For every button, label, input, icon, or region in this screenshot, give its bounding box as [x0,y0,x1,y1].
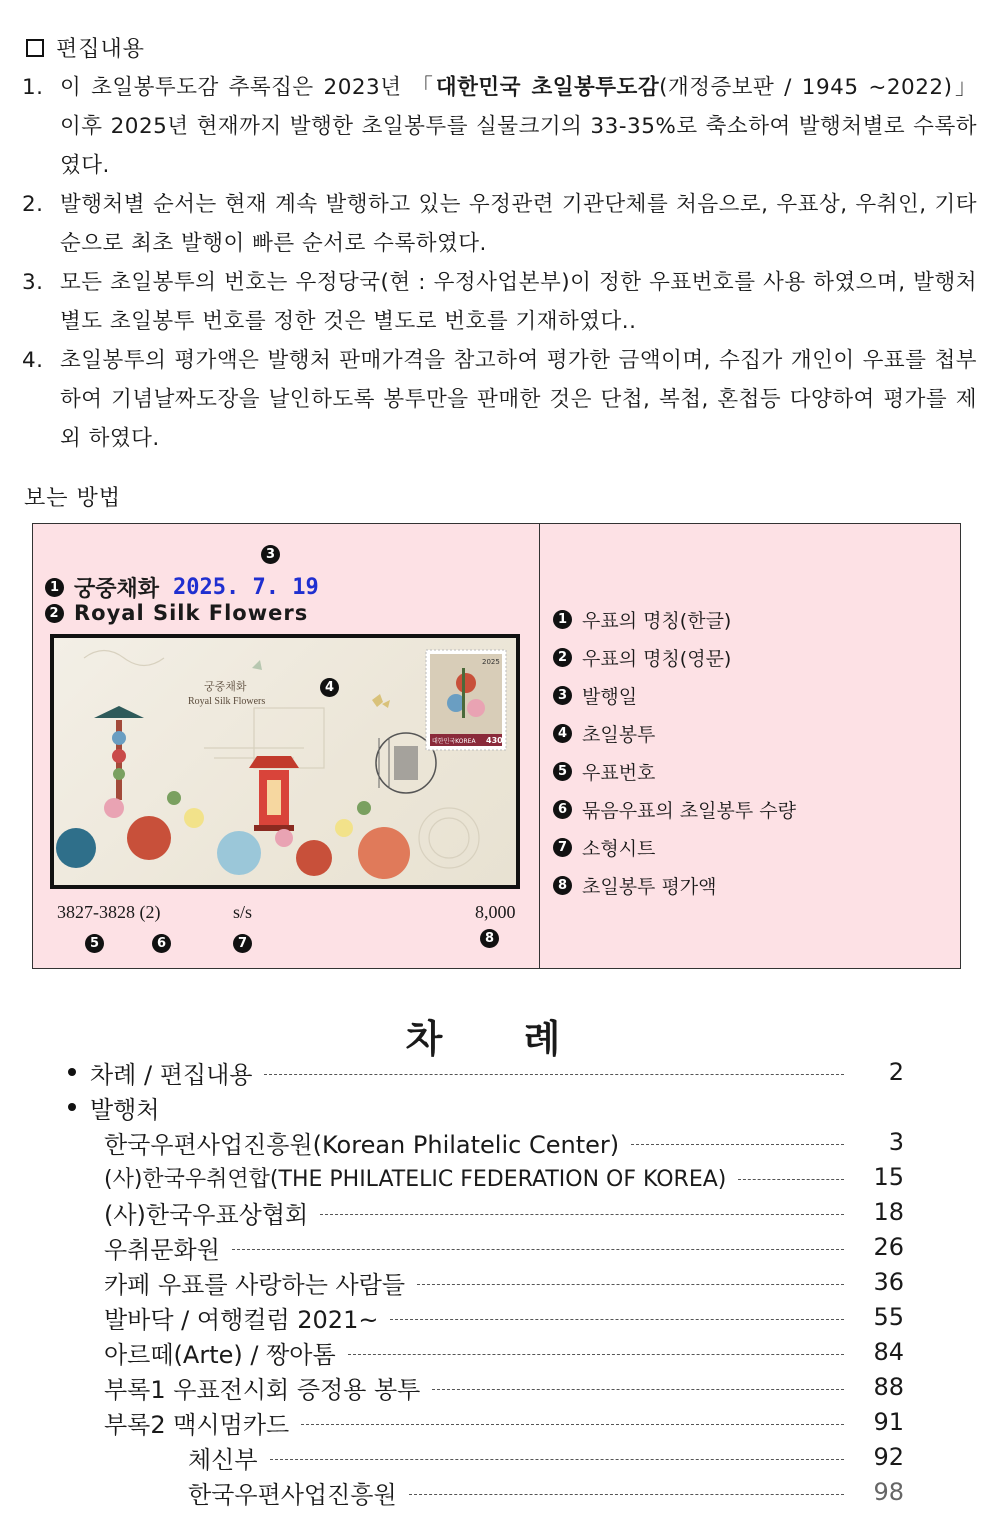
toc-label: 카페 우표를 사랑하는 사람들 [104,1270,406,1299]
stamp-numbers: 3827-3828 [57,902,135,922]
cover-illustration [54,638,516,885]
toc-item[interactable] [188,1440,904,1474]
example-price: 8,000 [475,902,516,922]
marker-4: 4 [320,678,339,697]
legend-label: 발행일 [582,685,638,708]
toc-leader-dots [232,1249,844,1250]
legend-marker: 2 [553,648,572,667]
toc-page: 88 [873,1373,904,1401]
legend-label: 우표번호 [582,761,656,784]
legend-marker: 1 [553,610,572,629]
legend-item [553,676,796,714]
toc-leader-dots [348,1354,844,1355]
marker-8: 8 [480,929,499,948]
legend-marker: 7 [553,838,572,857]
note-item [22,263,977,341]
toc-item[interactable] [104,1300,904,1334]
note-text: 발행처별 순서는 현재 계속 발행하고 있는 우정관련 기관단체를 처음으로, 우표상, 우취인, 기타 순으로 최초 발행이 빠른 순서로 수록하였다. [60,192,977,256]
stamp-country: 대한민국KOREA [432,738,476,745]
toc-item[interactable] [104,1195,904,1229]
legend-item [553,828,796,866]
example-name-ko: 궁중채화 [74,577,160,602]
legend-marker: 8 [553,876,572,895]
legend-marker: 6 [553,800,572,819]
toc-leader-dots [320,1214,844,1215]
legend-label: 초일봉투 평가액 [582,875,717,898]
toc-label: 차례 / 편집내용 [90,1060,253,1089]
marker-6: 6 [152,934,171,953]
legend-marker: 5 [553,762,572,781]
toc-item[interactable] [104,1230,904,1264]
toc-page: 92 [873,1443,904,1471]
marker-7: 7 [233,934,252,953]
sheet-type: s/s [233,902,253,922]
legend-marker: 4 [553,724,572,743]
legend-item [553,790,796,828]
note-text: 모든 초일봉투의 번호는 우정당국(현 : 우정사업본부)이 정한 우표번호를 사용 하였으며, 발행처별도 초일봉투 번호를 정한 것은 별도로 번호를 기재하였다.. [60,270,977,334]
toc-leader-dots [738,1179,844,1180]
howto-title: 보는 방법 [24,486,122,511]
toc-label: 부록1 우표전시회 증정용 봉투 [104,1375,421,1404]
toc-page: 15 [873,1163,904,1191]
toc-leader-dots [264,1074,844,1075]
toc-item[interactable] [104,1265,904,1299]
butterfly-icon [252,660,262,670]
toc-item[interactable] [104,1335,904,1369]
note-item [22,341,977,458]
toc-label: 부록2 맥시멈카드 [104,1410,290,1439]
toc-leader-dots [301,1424,844,1425]
toc-label: (사)한국우표상협회 [104,1200,309,1229]
toc-title: 차 례 [405,1017,595,1061]
butterfly-icon [372,694,390,708]
legend-label: 초일봉투 [582,723,656,746]
legend-item [553,752,796,790]
note-number: 3. [22,270,44,295]
toc-label: 우취문화원 [104,1235,220,1264]
stamp [426,650,506,750]
toc-label: 발바닥 / 여행컬럼 2021~ [104,1305,379,1334]
note-item [22,68,977,185]
example-name-en: Royal Silk Flowers [74,601,309,625]
legend-label: 우표의 명칭(한글) [582,609,732,632]
toc-item[interactable] [188,1475,904,1509]
toc-label: (사)한국우취연합(THE PHILATELIC FEDERATION OF KOREA) [104,1166,727,1192]
toc-page: 2 [888,1058,904,1086]
toc-item[interactable] [104,1125,904,1159]
toc-leader-dots [417,1284,844,1285]
toc-label: 체신부 [188,1445,258,1474]
legend-marker: 3 [553,686,572,705]
marker-2: 2 [45,604,64,623]
central-pavilion [249,756,299,831]
toc-page: 36 [873,1268,904,1296]
legend-item [553,714,796,752]
toc-page: 3 [888,1128,904,1156]
flower-vases [56,791,410,879]
toc-leader-dots [390,1319,844,1320]
first-day-cover-image [50,634,520,889]
note-text-bold: 대한민국 초일봉투도감 [435,75,660,100]
toc-page: 26 [873,1233,904,1261]
legend-label: 소형시트 [582,837,656,860]
example-date: 2025. 7. 19 [173,575,319,600]
example-name-ko-row [45,572,319,603]
toc-page: 55 [873,1303,904,1331]
toc-leader-dots [270,1459,844,1460]
legend-label: 묶음우표의 초일봉투 수량 [582,799,796,822]
legend-label: 우표의 명칭(영문) [582,647,732,670]
example-stamp-numbers [57,902,161,923]
example-name-en-row [45,601,308,625]
legend-item [553,866,796,904]
toc-item[interactable] [68,1055,904,1089]
bullet-icon [68,1103,76,1111]
toc-item[interactable] [104,1160,904,1194]
guide-legend [553,600,796,904]
stamp-value: 430 [486,736,503,745]
toc-item[interactable] [104,1370,904,1404]
checkbox-square-icon [26,39,44,57]
edit-notes-list [22,68,977,458]
toc-leader-dots [432,1389,844,1390]
toc-label: 아르떼(Arte) / 짱아톰 [104,1340,336,1369]
note-text [60,68,977,185]
note-number: 2. [22,192,44,217]
cover-title-en: Royal Silk Flowers [188,696,266,707]
edit-section-title [26,32,145,63]
toc-page: 18 [873,1198,904,1226]
cover-title-ko: 궁중채화 [204,681,247,693]
left-flower-stand [94,706,144,800]
stamp-count: (2) [139,902,161,922]
edit-section-title-text: 편집내용 [56,37,146,62]
legend-item [553,600,796,638]
marker-1: 1 [45,578,64,597]
toc-label: 발행처 [90,1095,160,1124]
toc-label: 한국우편사업진흥원 [188,1480,397,1509]
marker-5: 5 [85,934,104,953]
toc-item [68,1090,904,1124]
toc-leader-dots [409,1494,844,1495]
toc-page: 91 [873,1408,904,1436]
guide-divider [539,524,540,968]
note-text-part: (개정증보판 / 1945 ~2022)」 이후 2025년 현재까지 발행한 초일봉투를 실물크기의 33-35%로 축소하여 발행처별로 수록하였다. [60,75,977,178]
toc-page: 84 [873,1338,904,1366]
guide-panel [32,523,961,969]
legend-item [553,638,796,676]
toc-label: 한국우편사업진흥원(Korean Philatelic Center) [104,1130,620,1159]
note-number: 1. [22,75,44,100]
note-text: 초일봉투의 평가액은 발행처 판매가격을 참고하여 평가한 금액이며, 수집가 개인이 우표를 첩부하여 기념날짜도장을 날인하도록 봉투만을 판매한 것은 단첩, 복첩, 혼첩등 다양하여 평가를 제외 하였다. [60,348,977,451]
marker-3: 3 [261,545,280,564]
note-item [22,185,977,263]
toc-page: 98 [873,1478,904,1506]
bullet-icon [68,1068,76,1076]
stamp-year: 2025 [482,658,500,666]
toc-item[interactable] [104,1405,904,1439]
toc-leader-dots [631,1144,844,1145]
note-text-part: 이 초일봉투도감 추록집은 2023년 「 [60,75,436,100]
note-number: 4. [22,348,44,373]
